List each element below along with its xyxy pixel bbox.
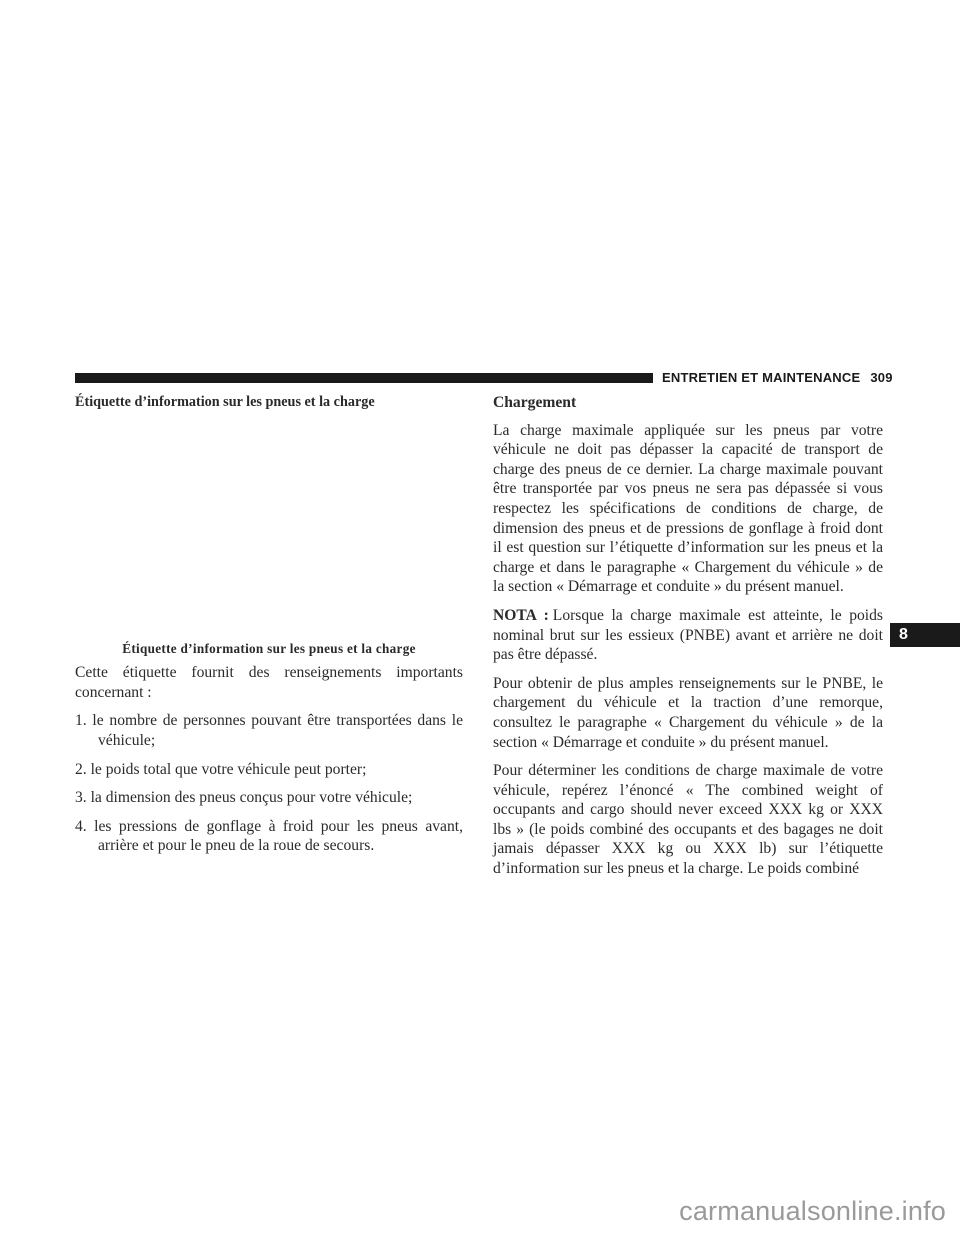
list-item: 2. le poids total que votre véhicule peut porter; <box>75 760 367 778</box>
watermark: carmanualsonline.info <box>679 1196 946 1226</box>
right-column <box>493 393 883 888</box>
info-list <box>75 711 463 856</box>
left-column <box>75 393 463 865</box>
figure-caption: Étiquette d’information sur les pneus et la charge <box>122 640 416 656</box>
page-number: 309 <box>870 370 893 385</box>
tire-label-figure <box>75 421 463 637</box>
chapter-tab: 8 <box>890 623 960 647</box>
list-item: 1. le nombre de personnes pouvant être transportées dans le véhicule; <box>75 712 463 749</box>
right-heading: Chargement <box>493 394 577 411</box>
left-heading: Étiquette d’information sur les pneus et la charge <box>75 394 375 410</box>
loading-paragraph: La charge maximale appliquée sur les pneus par votre véhicule ne doit pas dépasser la capacité de transport de charge des pneus de ce dernier. La charge maximale pouvant être transportée par vos pneus ne sera pas dépassée si vous respectez les spécifications de conditions de charge, de dimension des pneus et de pressions de gonflage à froid dont il est question sur l’étiquette d’information sur les pneus et la charge et dans le paragraphe « Chargement du véhicule » de la section « Démarrage et conduite » du présent manuel. <box>493 421 883 596</box>
list-item: 4. les pressions de gonflage à froid pour les pneus avant, arrière et pour le pneu de la roue de secours. <box>75 817 463 855</box>
note-label: NOTA : <box>493 606 549 624</box>
running-header <box>662 370 893 385</box>
note-text: Lorsque la charge maximale est atteinte, le poids nominal brut sur les essieux (PNBE) avant et arrière ne doit pas être dépassé. <box>493 606 883 664</box>
gawr-paragraph: Pour obtenir de plus amples renseignements sur le PNBE, le chargement du véhicule et la traction d’une remorque, consultez le paragraphe « Chargement du véhicule » de la section « Démarrage et conduite » du présent manuel. <box>493 674 883 751</box>
header-rule <box>75 373 653 383</box>
section-title: ENTRETIEN ET MAINTENANCE <box>662 370 861 385</box>
max-load-paragraph: Pour déterminer les conditions de charge maximale de votre véhicule, repérez l’énoncé « The combined weight of occupants and cargo should never exceed XXX kg or XXX lbs » (le poids combiné des occupants et des bagages ne doit jamais dépasser XXX kg ou XXX lb) sur l’étiquette d’information sur les pneus et la charge. Le poids combiné <box>493 762 883 878</box>
list-item: 3. la dimension des pneus conçus pour votre véhicule; <box>75 789 413 807</box>
note-paragraph <box>493 606 883 665</box>
intro-paragraph: Cette étiquette fournit des renseignements importants concernant : <box>75 664 463 701</box>
